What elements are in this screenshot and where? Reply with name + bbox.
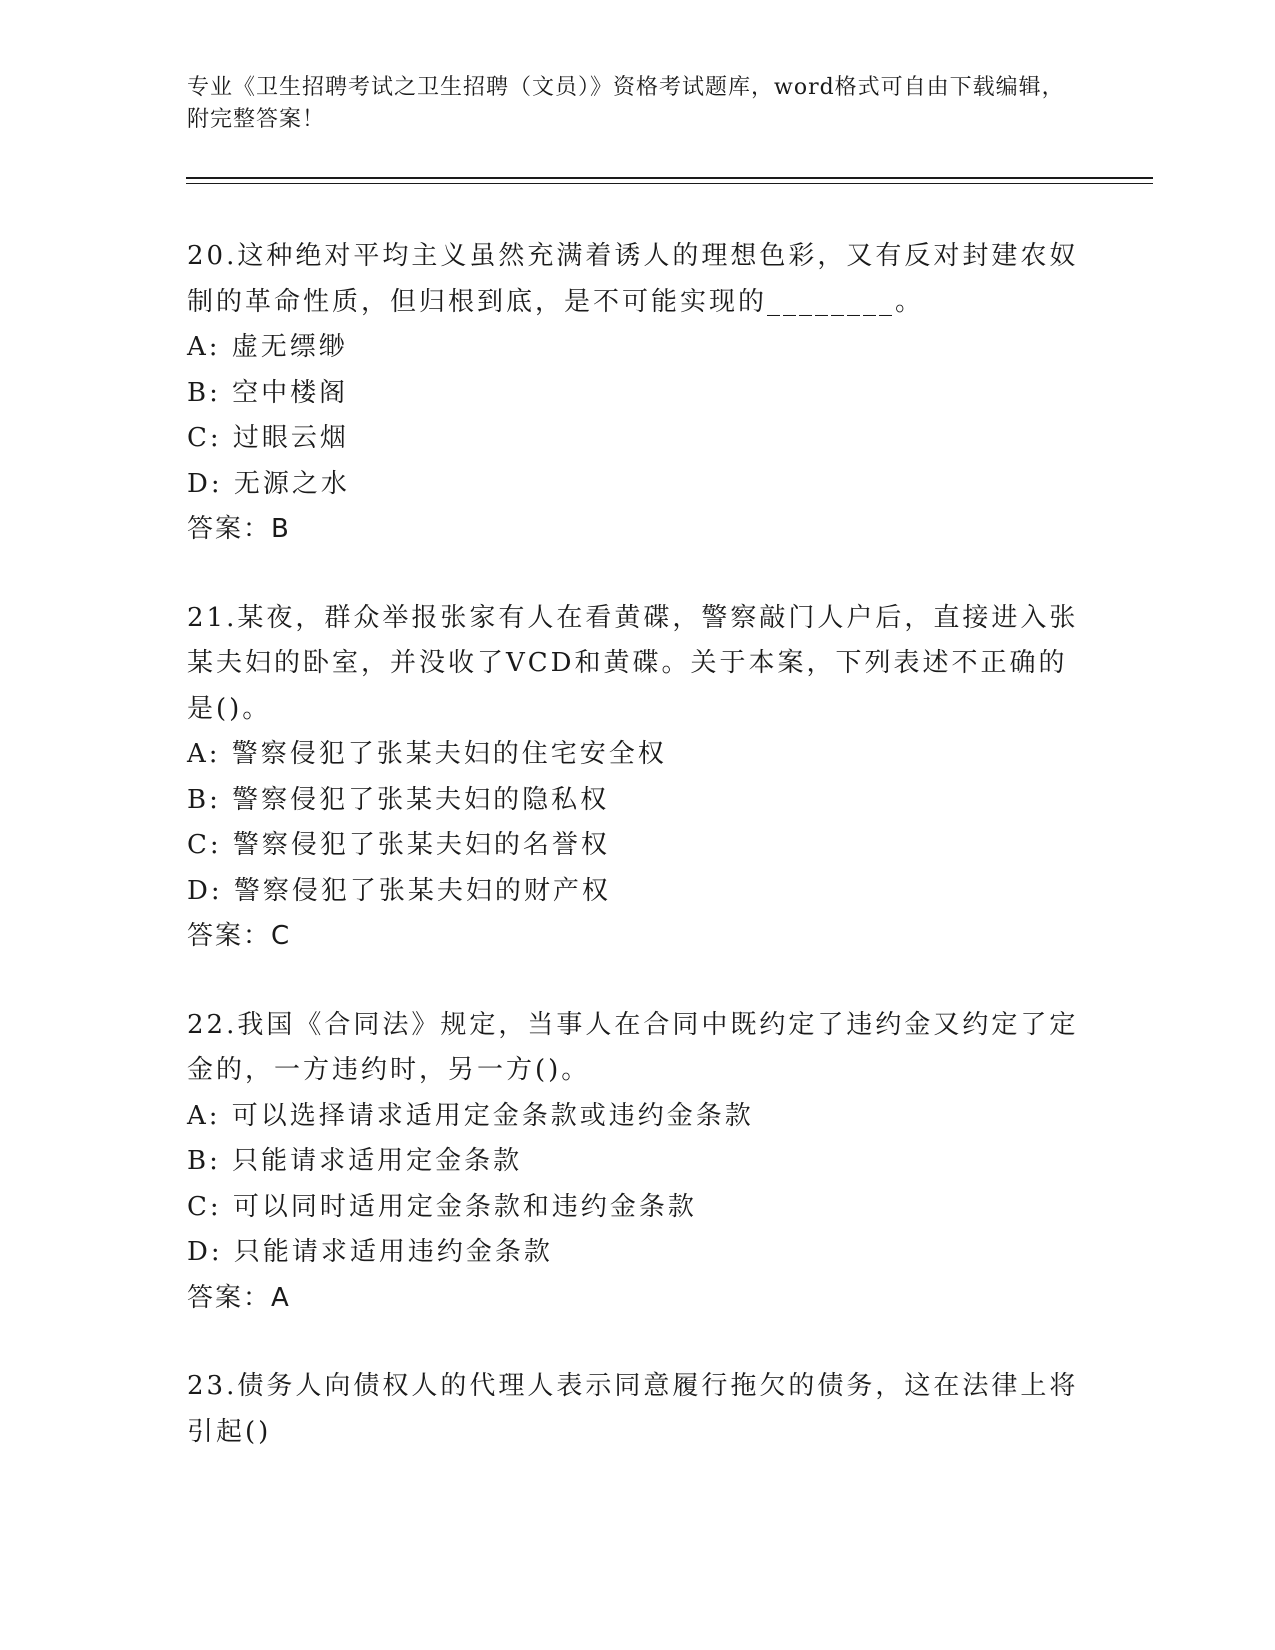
document-header: 专业《卫生招聘考试之卫生招聘（文员）》资格考试题库，word格式可自由下载编辑，附完整答案！ xyxy=(187,75,1065,132)
answer: 答案：C xyxy=(187,921,292,951)
question-21 xyxy=(187,596,1087,960)
option-a: A: 警察侵犯了张某夫妇的住宅安全权 xyxy=(187,739,667,769)
option-d: D: 无源之水 xyxy=(187,468,350,499)
option-c: C: 警察侵犯了张某夫妇的名誉权 xyxy=(187,830,610,860)
header-rule-thin xyxy=(186,183,1153,184)
question-stem: 22.我国《合同法》规定，当事人在合同中既约定了违约金又约定了定金的，一方违约时，另一方()。 xyxy=(187,1009,1079,1085)
option-d: D: 只能请求适用违约金条款 xyxy=(187,1237,553,1267)
answer: 答案：A xyxy=(187,1282,291,1313)
answer: 答案：B xyxy=(187,514,291,544)
question-23 xyxy=(187,1364,1087,1455)
option-b: B: 只能请求适用定金条款 xyxy=(187,1146,523,1176)
question-22 xyxy=(187,1003,1087,1322)
question-stem: 20.这种绝对平均主义虽然充满着诱人的理想色彩，又有反对封建农奴制的革命性质，但归根到底，是不可能实现的________。 xyxy=(187,241,1079,317)
question-stem: 21.某夜，群众举报张家有人在看黄碟，警察敲门人户后，直接进入张某夫妇的卧室，并没收了VCD和黄碟。关于本案，下列表述不正确的是()。 xyxy=(187,602,1079,724)
option-c: C: 过眼云烟 xyxy=(187,423,349,453)
option-a: A: 虚无缥缈 xyxy=(187,332,348,362)
header-rule-thick xyxy=(186,177,1153,179)
option-c: C: 可以同时适用定金条款和违约金条款 xyxy=(187,1191,697,1222)
question-stem: 23.债务人向债权人的代理人表示同意履行拖欠的债务，这在法律上将引起() xyxy=(187,1371,1079,1447)
option-b: B: 空中楼阁 xyxy=(187,377,349,408)
question-list xyxy=(187,234,1087,1498)
option-b: B: 警察侵犯了张某夫妇的隐私权 xyxy=(187,784,610,815)
option-d: D: 警察侵犯了张某夫妇的财产权 xyxy=(187,875,611,906)
question-20 xyxy=(187,234,1087,553)
option-a: A: 可以选择请求适用定金条款或违约金条款 xyxy=(187,1100,754,1131)
